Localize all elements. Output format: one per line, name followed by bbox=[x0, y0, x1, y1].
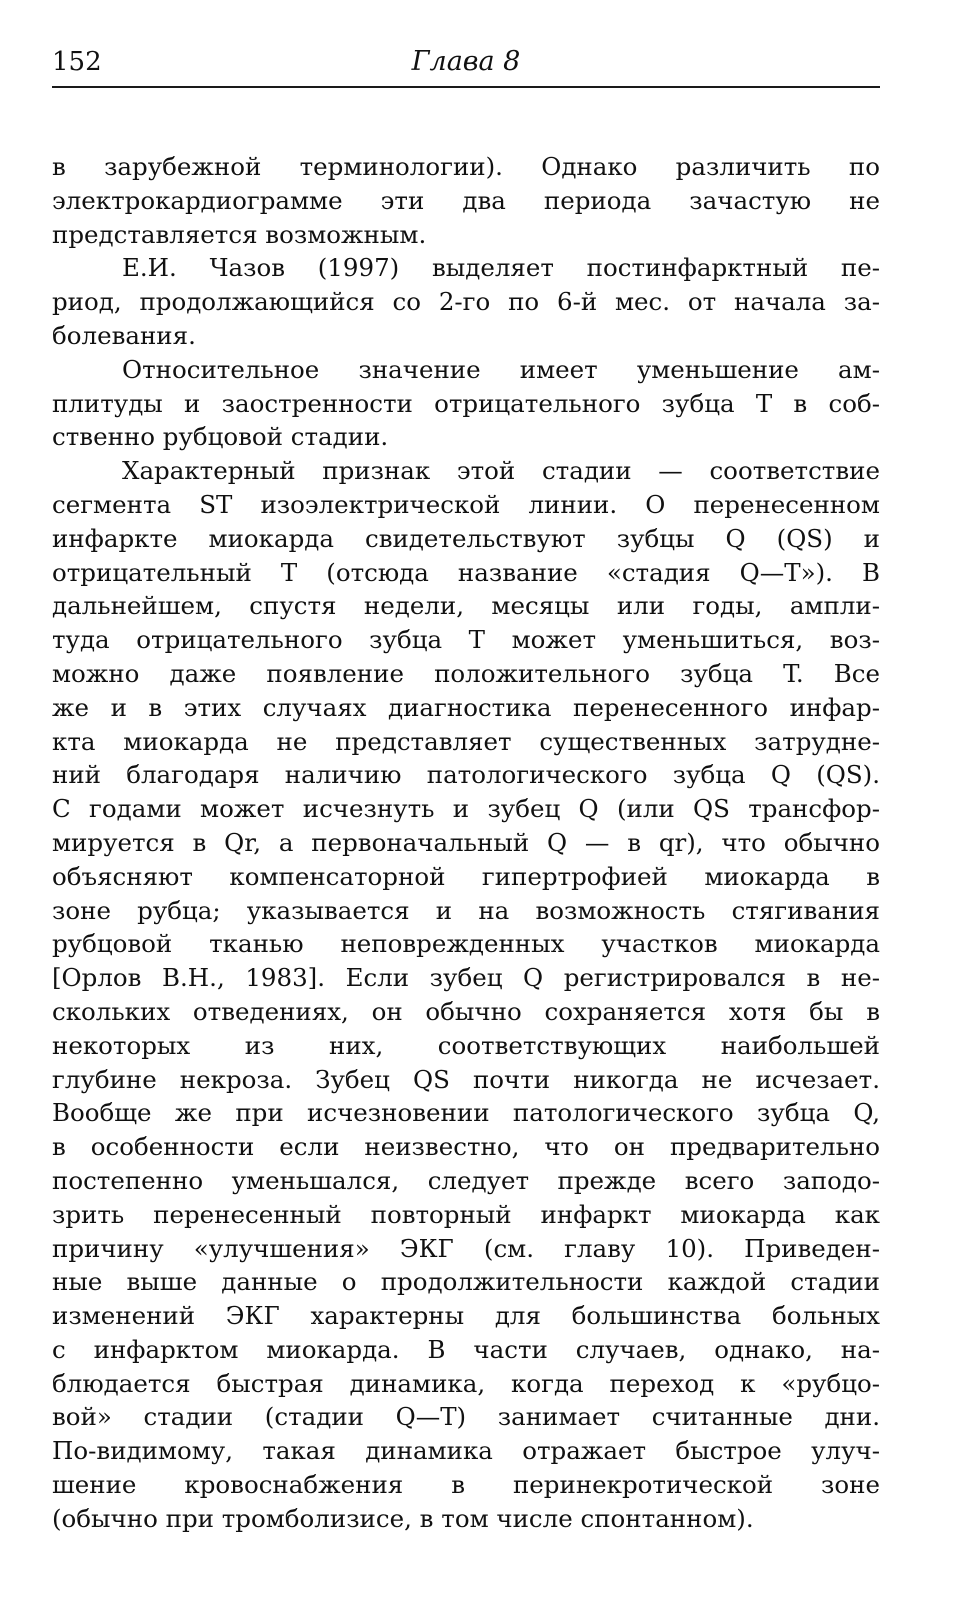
text-line: вой» стадии (стадии Q—T) занимает считанные дни. bbox=[52, 1402, 880, 1432]
text-line: причину «улучшения» ЭКГ (см. главу 10). Приведен- bbox=[52, 1233, 880, 1263]
text-line: дальнейшем, спустя недели, месяцы или годы, ампли- bbox=[52, 591, 880, 621]
chapter-title: Глава 8 bbox=[411, 46, 521, 77]
text-line: изменений ЭКГ характерны для большинства больных bbox=[52, 1301, 880, 1331]
text-line: ственно рубцовой стадии. bbox=[52, 422, 389, 452]
text-line: блюдается быстрая динамика, когда переход к «рубцо- bbox=[52, 1368, 880, 1398]
text-line: С годами может исчезнуть и зубец Q (или QS трансфор- bbox=[52, 794, 880, 824]
text-line: [Орлов В.Н., 1983]. Если зубец Q регистрировался в не- bbox=[52, 963, 880, 993]
text-line: электрокардиограмме эти два периода зачастую не bbox=[52, 185, 880, 215]
text-line: ные выше данные о продолжительности каждой стадии bbox=[52, 1267, 880, 1297]
text-line: зоне рубца; указывается и на возможность стягивания bbox=[52, 895, 880, 925]
text-line: плитуды и заостренности отрицательного зубца T в соб- bbox=[52, 388, 880, 418]
body-text bbox=[52, 150, 880, 1536]
text-line: Е.И. Чазов (1997) выделяет постинфарктный пе- bbox=[122, 253, 880, 283]
text-line: постепенно уменьшался, следует прежде всего заподо- bbox=[52, 1165, 880, 1195]
text-line: шение кровоснабжения в перинекротической зоне bbox=[52, 1470, 880, 1500]
text-line: (обычно при тромболизисе, в том числе спонтанном). bbox=[52, 1503, 754, 1533]
page-number: 152 bbox=[52, 47, 102, 77]
text-line: ний благодаря наличию патологического зубца Q (QS). bbox=[52, 760, 880, 790]
text-line: инфаркте миокарда свидетельствуют зубцы Q (QS) и bbox=[52, 523, 880, 553]
text-line: Вообще же при исчезновении патологического зубца Q, bbox=[52, 1098, 880, 1128]
text-line: Относительное значение имеет уменьшение ам- bbox=[122, 354, 880, 384]
text-line: отрицательный T (отсюда название «стадия Q—T»). В bbox=[52, 557, 880, 587]
text-line: представляется возможным. bbox=[52, 219, 427, 249]
text-line: некоторых из них, соответствующих наибольшей bbox=[52, 1030, 880, 1060]
text-line: в особенности если неизвестно, что он предварительно bbox=[52, 1132, 880, 1162]
text-line: туда отрицательного зубца T может уменьшиться, воз- bbox=[52, 625, 880, 655]
text-line: болевания. bbox=[52, 320, 196, 350]
text-line: кта миокарда не представляет существенных затрудне- bbox=[52, 726, 880, 756]
text-line: По-видимому, такая динамика отражает быстрое улуч- bbox=[52, 1436, 880, 1466]
text-line: скольких отведениях, он обычно сохраняется хотя бы в bbox=[52, 996, 880, 1026]
text-line: в зарубежной терминологии). Однако различить по bbox=[52, 152, 880, 181]
text-line: зрить перенесенный повторный инфаркт миокарда как bbox=[52, 1199, 880, 1229]
running-head bbox=[52, 44, 880, 88]
text-line: можно даже появление положительного зубца T. Все bbox=[52, 658, 880, 688]
text-line: риод, продолжающийся со 2-го по 6-й мес. от начала за- bbox=[52, 287, 880, 317]
text-line: объясняют компенсаторной гипертрофией миокарда в bbox=[52, 861, 880, 891]
text-line: же и в этих случаях диагностика перенесенного инфар- bbox=[52, 692, 880, 722]
text-line: Характерный признак этой стадии — соответствие bbox=[122, 456, 880, 486]
text-line: с инфарктом миокарда. В части случаев, однако, на- bbox=[52, 1334, 880, 1364]
text-line: сегмента ST изоэлектрической линии. О перенесенном bbox=[52, 489, 880, 519]
text-line: мируется в Qr, а первоначальный Q — в qr), что обычно bbox=[52, 827, 880, 857]
text-line: глубине некроза. Зубец QS почти никогда не исчезает. bbox=[52, 1064, 880, 1094]
text-line: рубцовой тканью неповрежденных участков миокарда bbox=[52, 929, 880, 959]
